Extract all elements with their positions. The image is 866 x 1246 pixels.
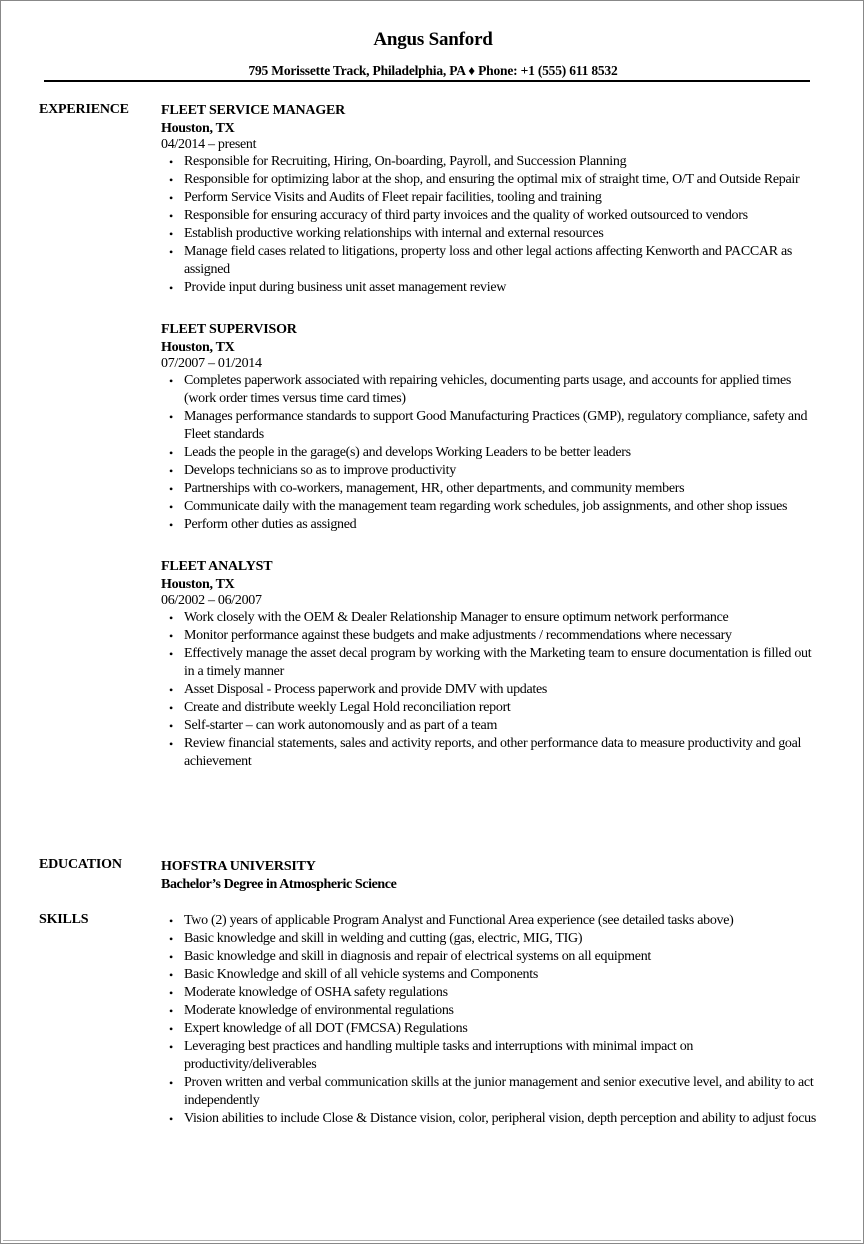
skill-item: • Two (2) years of applicable Program Analyst and Functional Area experience (see detailed tasks above) <box>161 912 824 930</box>
skill-item: • Basic knowledge and skill in diagnosis and repair of electrical systems on all equipment <box>161 948 824 966</box>
skill-item: • Basic Knowledge and skill of all vehicle systems and Components <box>161 966 824 984</box>
job-bullets <box>161 153 821 297</box>
bullet-item: • Responsible for optimizing labor at the shop, and ensuring the optimal mix of straight time, O/T and Outside Repair <box>161 171 824 189</box>
job-entry <box>161 558 821 771</box>
section-label-skills: SKILLS <box>39 912 89 927</box>
bullet-item: • Partnerships with co-workers, management, HR, other departments, and community members <box>161 480 824 498</box>
bullet-item: • Create and distribute weekly Legal Hold reconciliation report <box>161 699 824 717</box>
bullet-item: • Responsible for Recruiting, Hiring, On-boarding, Payroll, and Succession Planning <box>161 153 824 171</box>
skill-item: • Moderate knowledge of environmental regulations <box>161 1002 824 1020</box>
skills-body <box>161 912 821 1128</box>
job-dates: 04/2014 – present <box>161 137 257 152</box>
bullet-item: • Develops technicians so as to improve productivity <box>161 462 824 480</box>
bullet-item: • Establish productive working relationships with internal and external resources <box>161 225 824 243</box>
contact-line: 795 Morissette Track, Philadelphia, PA ♦ Phone: +1 (555) 611 8532 <box>248 63 618 78</box>
skill-item: • Leveraging best practices and handling multiple tasks and interruptions with minimal impact on productivity/deliverables <box>161 1038 824 1074</box>
job-dates: 07/2007 – 01/2014 <box>161 356 262 371</box>
job-bullets <box>161 372 821 534</box>
skill-item: • Expert knowledge of all DOT (FMCSA) Regulations <box>161 1020 824 1038</box>
bullet-item: • Manages performance standards to support Good Manufacturing Practices (GMP), regulatory compliance, safety and Fleet standards <box>161 408 824 444</box>
skill-item: • Moderate knowledge of OSHA safety regulations <box>161 984 824 1002</box>
candidate-name: Angus Sanford <box>373 29 493 50</box>
job-location: Houston, TX <box>161 340 235 355</box>
job-location: Houston, TX <box>161 577 235 592</box>
skill-item: • Basic knowledge and skill in welding and cutting (gas, electric, MIG, TIG) <box>161 930 824 948</box>
bullet-item: • Communicate daily with the management team regarding work schedules, job assignments, and other shop issues <box>161 498 824 516</box>
education-body <box>161 857 821 893</box>
skill-item: • Vision abilities to include Close & Distance vision, color, peripheral vision, depth perception and ability to adjust focus <box>161 1110 824 1128</box>
bullet-item: • Leads the people in the garage(s) and develops Working Leaders to be better leaders <box>161 444 824 462</box>
job-dates: 06/2002 – 06/2007 <box>161 593 262 608</box>
job-location: Houston, TX <box>161 121 235 136</box>
job-title: FLEET ANALYST <box>161 559 273 574</box>
job-title: FLEET SERVICE MANAGER <box>161 103 346 118</box>
bullet-item: • Asset Disposal - Process paperwork and provide DMV with updates <box>161 681 824 699</box>
bullet-item: • Perform Service Visits and Audits of Fleet repair facilities, tooling and training <box>161 189 824 207</box>
bullet-item: • Responsible for ensuring accuracy of third party invoices and the quality of worked outsourced to vendors <box>161 207 824 225</box>
bullet-item: • Work closely with the OEM & Dealer Relationship Manager to ensure optimum network performance <box>161 609 824 627</box>
bullet-item: • Manage field cases related to litigations, property loss and other legal actions affecting Kenworth and PACCAR as assigned <box>161 243 824 279</box>
bullet-item: • Self-starter – can work autonomously and as part of a team <box>161 717 824 735</box>
school-name: HOFSTRA UNIVERSITY <box>161 859 316 874</box>
job-title: FLEET SUPERVISOR <box>161 322 297 337</box>
bullet-item: • Effectively manage the asset decal program by working with the Marketing team to ensure documentation is filled out in a timely manner <box>161 645 824 681</box>
header-divider <box>44 80 810 82</box>
skills-list <box>161 912 821 1128</box>
job-entry <box>161 321 821 534</box>
section-label-experience: EXPERIENCE <box>39 102 129 117</box>
bullet-item: • Provide input during business unit asset management review <box>161 279 824 297</box>
bullet-item: • Completes paperwork associated with repairing vehicles, documenting parts usage, and accounts for applied times (work order times versus time card times) <box>161 372 824 408</box>
experience-body <box>161 102 821 795</box>
bullet-item: • Monitor performance against these budgets and make adjustments / recommendations where necessary <box>161 627 824 645</box>
bullet-item: • Review financial statements, sales and activity reports, and other performance data to measure productivity and goal achievement <box>161 735 824 771</box>
degree: Bachelor’s Degree in Atmospheric Science <box>161 877 397 892</box>
section-label-education: EDUCATION <box>39 857 122 872</box>
job-entry <box>161 102 821 297</box>
job-bullets <box>161 609 821 771</box>
bullet-item: • Perform other duties as assigned <box>161 516 824 534</box>
skill-item: • Proven written and verbal communication skills at the junior management and senior executive level, and ability to act independently <box>161 1074 824 1110</box>
